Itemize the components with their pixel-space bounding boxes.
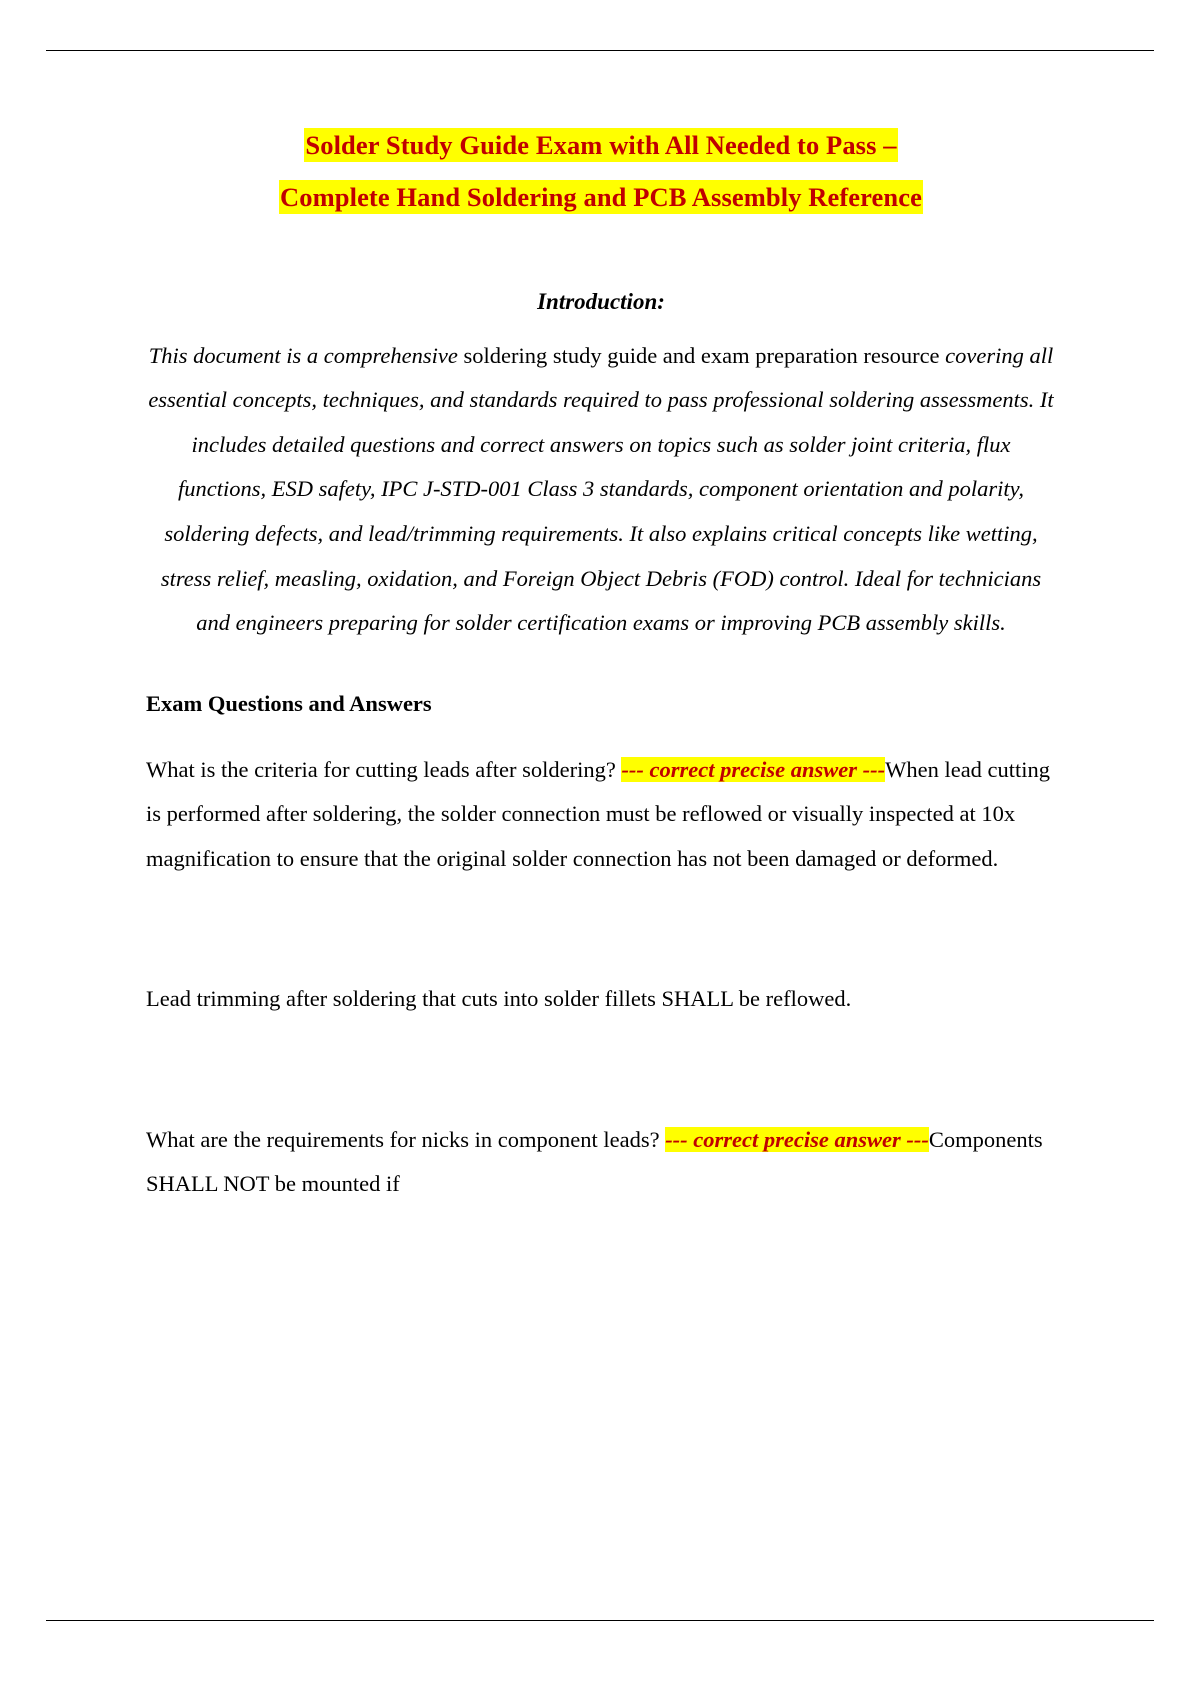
qa-item-3-answer: Components SHALL NOT be mounted if	[146, 1126, 1043, 1197]
page-title-line-1: Solder Study Guide Exam with All Needed to Pass –	[305, 130, 897, 160]
intro-part-2: soldering study guide and exam preparation resource	[463, 342, 946, 368]
qa-item-2-statement: Lead trimming after soldering that cuts into solder fillets SHALL be reflowed.	[146, 986, 852, 1012]
page-title	[146, 120, 1056, 223]
introduction-paragraph	[146, 334, 1056, 646]
page-bottom-rule	[46, 1620, 1154, 1621]
qa-item-3-question: What are the requirements for nicks in component leads?	[146, 1126, 666, 1152]
page-top-rule	[46, 50, 1154, 51]
qa-item-1-answer: When lead cutting is performed after soldering, the solder connection must be reflowed or visually inspected at 10x magnification to ensure that the original solder connection has not been damaged or deformed.	[146, 756, 1051, 871]
page-title-line-2: Complete Hand Soldering and PCB Assembly Reference	[280, 181, 922, 212]
qa-item-2	[146, 977, 1056, 1022]
qa-item-1-marker: --- correct precise answer ---	[621, 756, 886, 782]
intro-part-1: This document is a comprehensive	[148, 342, 464, 368]
exam-questions-heading: Exam Questions and Answers	[146, 690, 432, 716]
qa-item-3	[146, 1118, 1056, 1207]
qa-item-1-question: What is the criteria for cutting leads after soldering?	[146, 756, 622, 782]
intro-part-3: covering all essential concepts, techniques, and standards required to pass professional soldering assessments. It includes detailed questions and correct answers on topics such as solder joint criteria, flux functions, ESD safety, IPC J-STD-001 Class 3 standards, component orientation and polarity, soldering defects, and lead/trimming requirements. It also explains critical concepts like wetting, stress relief, measling, oxidation, and Foreign Object Debris (FOD) control. Ideal for technicians and engineers preparing for solder certification exams or improving PCB assembly skills.	[148, 342, 1054, 636]
document-body	[146, 120, 1056, 1207]
qa-item-3-marker: --- correct precise answer ---	[665, 1126, 929, 1152]
qa-item-1	[146, 748, 1056, 882]
introduction-heading: Introduction:	[537, 289, 665, 315]
